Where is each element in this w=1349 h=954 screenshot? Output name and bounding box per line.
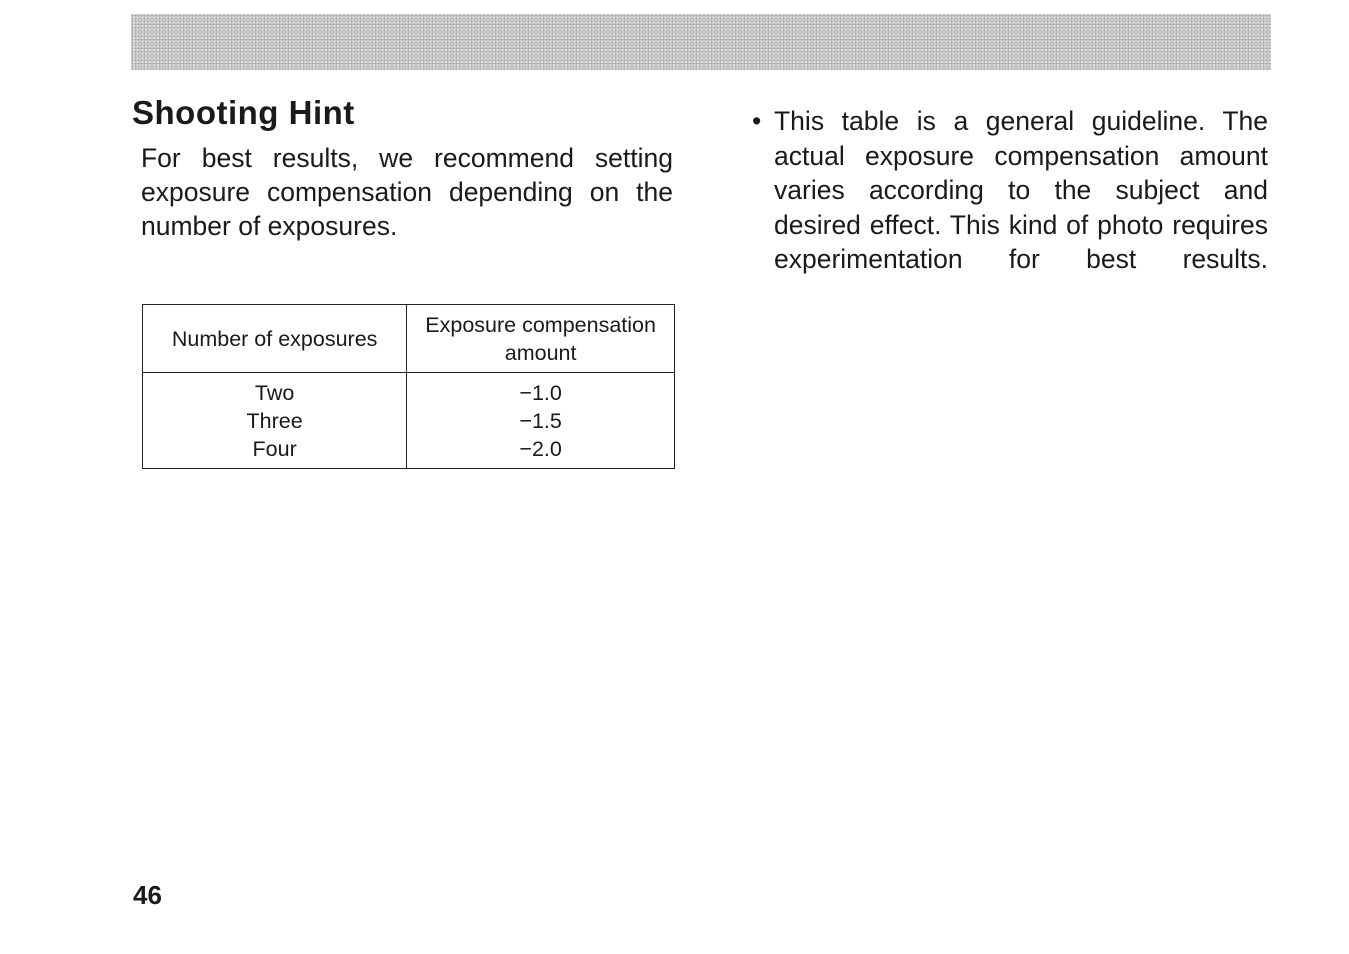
guideline-note-text: This table is a general guideline. The actual exposure compensation amount varies according to the subject and desired effect. This kind of photo requires experimentation for best results. <box>774 106 1268 274</box>
compensation-value-two: −1.0 <box>519 380 562 405</box>
guideline-note <box>752 104 1268 277</box>
bullet-icon: • <box>752 106 762 136</box>
intro-paragraph: For best results, we recommend setting exposure compensation depending on the number of exposures. <box>141 143 673 241</box>
column-header-exposure-compensation-text: Exposure compensation amount <box>425 312 656 365</box>
compensation-cell <box>407 373 675 469</box>
table-header-row <box>143 305 675 373</box>
compensation-value-four: −2.0 <box>519 436 562 461</box>
compensation-value-three: −1.5 <box>519 408 562 433</box>
column-header-number-of-exposures: Number of exposures <box>143 305 407 373</box>
exposure-count-four: Four <box>252 436 297 461</box>
page-heading: Shooting Hint <box>132 94 355 131</box>
exposure-compensation-table <box>142 304 675 469</box>
exposures-cell <box>143 373 407 469</box>
column-header-exposure-compensation <box>407 305 675 373</box>
page-number: 46 <box>133 880 162 910</box>
exposure-count-three: Three <box>246 408 303 433</box>
table-row <box>143 373 675 469</box>
exposure-count-two: Two <box>254 380 295 405</box>
header-band <box>131 14 1271 70</box>
